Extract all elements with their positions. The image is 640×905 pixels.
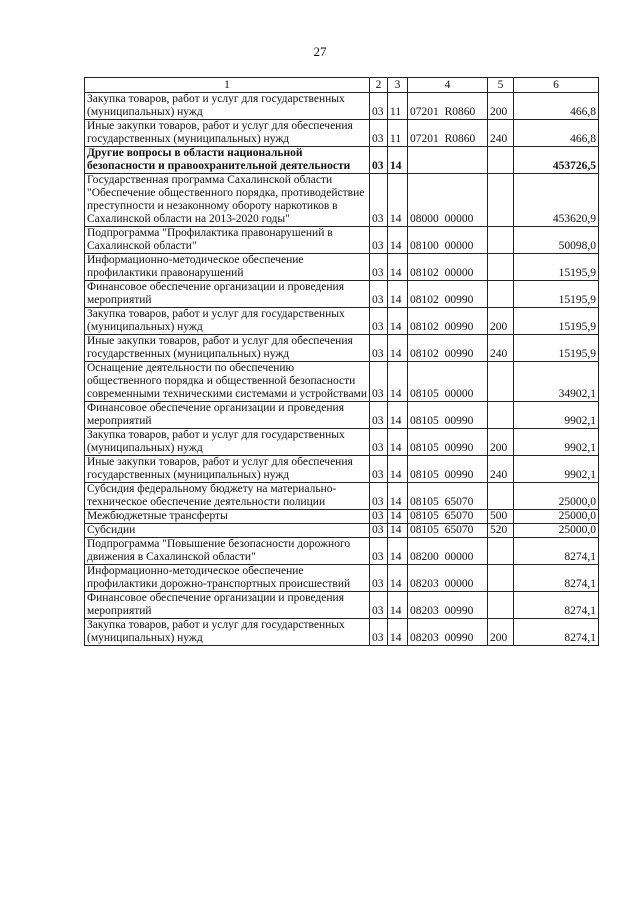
- cell-name: Другие вопросы в области национальной безопасности и правоохранительной деятельности: [85, 147, 370, 174]
- cell-subsection: 14: [388, 402, 408, 429]
- cell-subsection: 14: [388, 483, 408, 510]
- cell-expense-type: 200: [488, 619, 514, 646]
- cell-section: 03: [370, 565, 388, 592]
- cell-subsection: 14: [388, 510, 408, 524]
- cell-name: Информационно-методическое обеспечение профилактики правонарушений: [85, 254, 370, 281]
- budget-table-body: [85, 78, 599, 646]
- cell-target-article: 08102 00990: [408, 281, 488, 308]
- cell-expense-type: [488, 281, 514, 308]
- cell-section: 03: [370, 483, 388, 510]
- cell-subsection: 14: [388, 147, 408, 174]
- table-row: [85, 538, 599, 565]
- cell-expense-type: [488, 483, 514, 510]
- table-row: [85, 510, 599, 524]
- cell-subsection: 14: [388, 227, 408, 254]
- cell-expense-type: [488, 402, 514, 429]
- cell-section: 03: [370, 93, 388, 120]
- table-row: [85, 592, 599, 619]
- cell-name: Финансовое обеспечение организации и проведения мероприятий: [85, 402, 370, 429]
- cell-target-article: 08102 00990: [408, 308, 488, 335]
- table-row: [85, 619, 599, 646]
- cell-name: Закупка товаров, работ и услуг для государственных (муниципальных) нужд: [85, 619, 370, 646]
- cell-expense-type: 200: [488, 308, 514, 335]
- cell-name: Иные закупки товаров, работ и услуг для обеспечения государственных (муниципальных) нужд: [85, 456, 370, 483]
- cell-subsection: 14: [388, 456, 408, 483]
- cell-amount: 8274,1: [514, 619, 599, 646]
- cell-expense-type: [488, 227, 514, 254]
- cell-amount: 15195,9: [514, 254, 599, 281]
- table-row: [85, 308, 599, 335]
- cell-expense-type: 520: [488, 524, 514, 538]
- table-row: [85, 456, 599, 483]
- cell-target-article: 08105 00000: [408, 362, 488, 402]
- cell-section: 03: [370, 510, 388, 524]
- page-number: 27: [313, 44, 327, 59]
- cell-target-article: 07201 R0860: [408, 93, 488, 120]
- cell-name: Финансовое обеспечение организации и проведения мероприятий: [85, 281, 370, 308]
- cell-amount: 25000,0: [514, 483, 599, 510]
- cell-target-article: 08105 65070: [408, 524, 488, 538]
- cell-subsection: 14: [388, 619, 408, 646]
- table-row: [85, 402, 599, 429]
- cell-target-article: 07201 R0860: [408, 120, 488, 147]
- table-row: [85, 429, 599, 456]
- cell-target-article: 08105 65070: [408, 483, 488, 510]
- cell-amount: 453620,9: [514, 174, 599, 227]
- table-row: [85, 565, 599, 592]
- cell-target-article: 08105 65070: [408, 510, 488, 524]
- cell-expense-type: 240: [488, 335, 514, 362]
- cell-section: 03: [370, 335, 388, 362]
- table-row: [85, 120, 599, 147]
- cell-expense-type: [488, 538, 514, 565]
- cell-target-article: 08102 00990: [408, 335, 488, 362]
- table-row: [85, 227, 599, 254]
- table-row: [85, 147, 599, 174]
- cell-amount: 15195,9: [514, 308, 599, 335]
- cell-name: Межбюджетные трансферты: [85, 510, 370, 524]
- header-col-5: 5: [488, 78, 514, 93]
- cell-amount: 8274,1: [514, 538, 599, 565]
- cell-section: 03: [370, 281, 388, 308]
- cell-name: Закупка товаров, работ и услуг для государственных (муниципальных) нужд: [85, 308, 370, 335]
- header-col-4: 4: [408, 78, 488, 93]
- cell-target-article: 08203 00000: [408, 565, 488, 592]
- cell-section: 03: [370, 254, 388, 281]
- cell-amount: 50098,0: [514, 227, 599, 254]
- cell-section: 03: [370, 174, 388, 227]
- header-col-6: 6: [514, 78, 599, 93]
- cell-expense-type: [488, 592, 514, 619]
- cell-target-article: 08203 00990: [408, 592, 488, 619]
- cell-expense-type: 240: [488, 456, 514, 483]
- header-col-1: 1: [85, 78, 370, 93]
- cell-amount: 8274,1: [514, 592, 599, 619]
- table-row: [85, 174, 599, 227]
- cell-target-article: 08200 00000: [408, 538, 488, 565]
- cell-subsection: 14: [388, 429, 408, 456]
- table-row: [85, 281, 599, 308]
- cell-target-article: 08105 00990: [408, 429, 488, 456]
- cell-name: Оснащение деятельности по обеспечению общественного порядка и общественной безопасности современными техническими системами и устройствами: [85, 362, 370, 402]
- cell-subsection: 14: [388, 538, 408, 565]
- cell-section: 03: [370, 619, 388, 646]
- cell-name: Иные закупки товаров, работ и услуг для обеспечения государственных (муниципальных) нужд: [85, 335, 370, 362]
- cell-subsection: 14: [388, 174, 408, 227]
- cell-subsection: 14: [388, 254, 408, 281]
- table-row: [85, 524, 599, 538]
- cell-name: Субсидии: [85, 524, 370, 538]
- cell-section: 03: [370, 120, 388, 147]
- cell-section: 03: [370, 429, 388, 456]
- cell-amount: 25000,0: [514, 510, 599, 524]
- cell-name: Закупка товаров, работ и услуг для государственных (муниципальных) нужд: [85, 429, 370, 456]
- cell-expense-type: [488, 174, 514, 227]
- cell-subsection: 14: [388, 281, 408, 308]
- cell-expense-type: 240: [488, 120, 514, 147]
- table-row: [85, 93, 599, 120]
- cell-name: Подпрограмма "Профилактика правонарушений в Сахалинской области": [85, 227, 370, 254]
- cell-amount: 9902,1: [514, 429, 599, 456]
- header-col-3: 3: [388, 78, 408, 93]
- cell-section: 03: [370, 147, 388, 174]
- cell-section: 03: [370, 308, 388, 335]
- cell-section: 03: [370, 227, 388, 254]
- cell-expense-type: 200: [488, 93, 514, 120]
- cell-expense-type: [488, 147, 514, 174]
- cell-expense-type: [488, 254, 514, 281]
- cell-expense-type: [488, 565, 514, 592]
- cell-target-article: 08203 00990: [408, 619, 488, 646]
- cell-subsection: 14: [388, 362, 408, 402]
- cell-amount: 466,8: [514, 93, 599, 120]
- cell-subsection: 11: [388, 93, 408, 120]
- cell-subsection: 14: [388, 335, 408, 362]
- cell-expense-type: [488, 362, 514, 402]
- table-row: [85, 362, 599, 402]
- cell-amount: 9902,1: [514, 402, 599, 429]
- cell-section: 03: [370, 524, 388, 538]
- cell-amount: 453726,5: [514, 147, 599, 174]
- cell-target-article: 08105 00990: [408, 456, 488, 483]
- cell-section: 03: [370, 362, 388, 402]
- header-col-2: 2: [370, 78, 388, 93]
- cell-subsection: 14: [388, 524, 408, 538]
- cell-target-article: [408, 147, 488, 174]
- cell-expense-type: 200: [488, 429, 514, 456]
- cell-amount: 8274,1: [514, 565, 599, 592]
- cell-amount: 15195,9: [514, 281, 599, 308]
- cell-amount: 34902,1: [514, 362, 599, 402]
- cell-subsection: 11: [388, 120, 408, 147]
- table-row: [85, 335, 599, 362]
- cell-section: 03: [370, 538, 388, 565]
- cell-name: Финансовое обеспечение организации и проведения мероприятий: [85, 592, 370, 619]
- cell-section: 03: [370, 402, 388, 429]
- cell-name: Закупка товаров, работ и услуг для государственных (муниципальных) нужд: [85, 93, 370, 120]
- cell-amount: 15195,9: [514, 335, 599, 362]
- cell-section: 03: [370, 592, 388, 619]
- cell-name: Подпрограмма "Повышение безопасности дорожного движения в Сахалинской области": [85, 538, 370, 565]
- table-row: [85, 254, 599, 281]
- cell-subsection: 14: [388, 592, 408, 619]
- table-header-row: [85, 78, 599, 93]
- cell-target-article: 08105 00990: [408, 402, 488, 429]
- cell-target-article: 08102 00000: [408, 254, 488, 281]
- cell-target-article: 08100 00000: [408, 227, 488, 254]
- cell-name: Информационно-методическое обеспечение профилактики дорожно-транспортных происшествий: [85, 565, 370, 592]
- cell-subsection: 14: [388, 565, 408, 592]
- cell-target-article: 08000 00000: [408, 174, 488, 227]
- cell-subsection: 14: [388, 308, 408, 335]
- cell-name: Государственная программа Сахалинской области "Обеспечение общественного порядка, противодействие преступности и незаконному обороту наркотиков в Сахалинской области на 2013-2020 годы": [85, 174, 370, 227]
- cell-amount: 25000,0: [514, 524, 599, 538]
- cell-amount: 466,8: [514, 120, 599, 147]
- cell-name: Субсидия федеральному бюджету на материально-техническое обеспечение деятельности полиции: [85, 483, 370, 510]
- cell-name: Иные закупки товаров, работ и услуг для обеспечения государственных (муниципальных) нужд: [85, 120, 370, 147]
- table-row: [85, 483, 599, 510]
- cell-amount: 9902,1: [514, 456, 599, 483]
- cell-section: 03: [370, 456, 388, 483]
- cell-expense-type: 500: [488, 510, 514, 524]
- budget-table: [84, 77, 599, 646]
